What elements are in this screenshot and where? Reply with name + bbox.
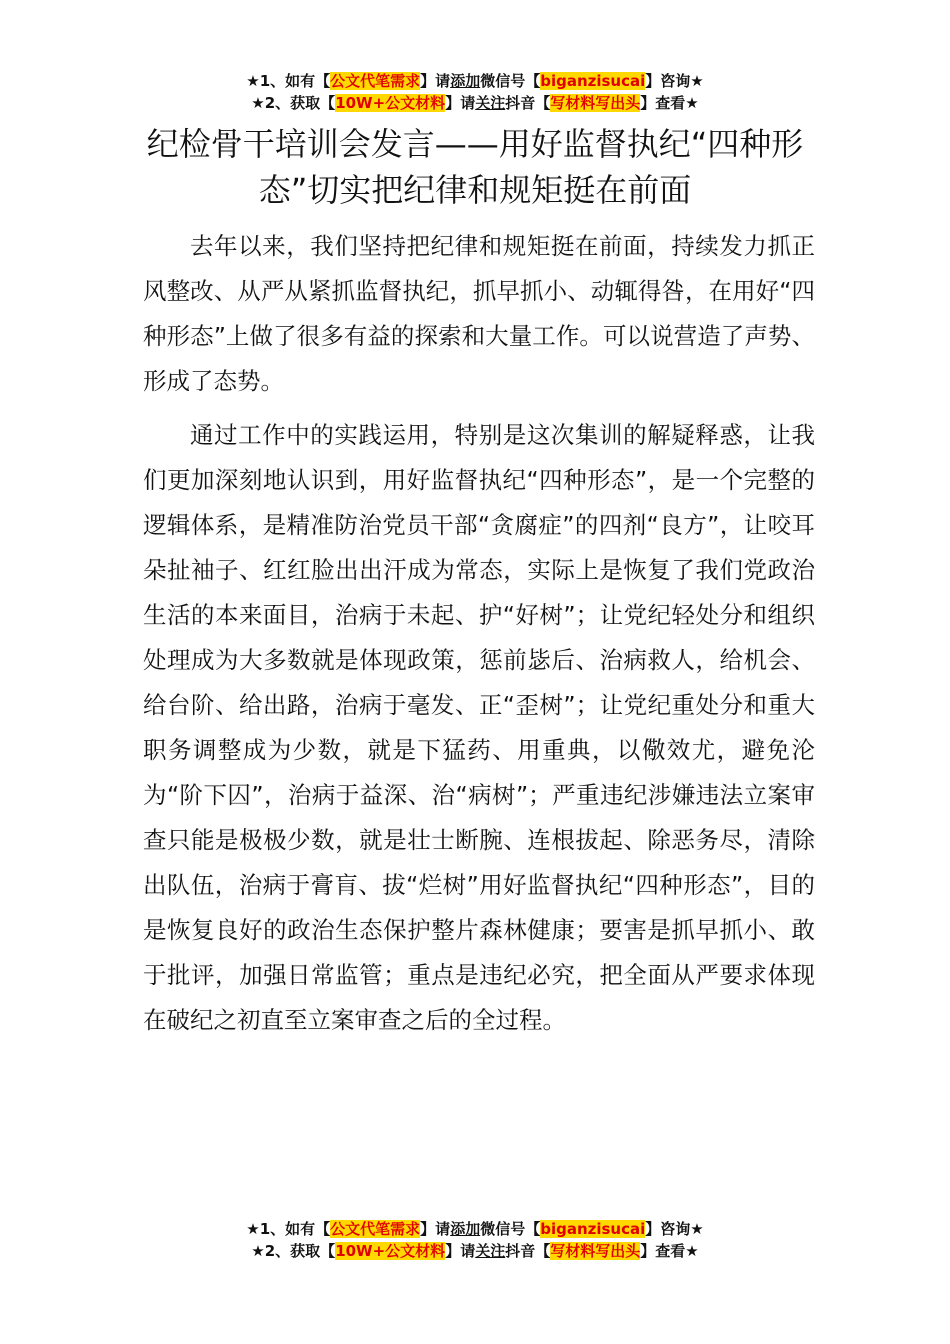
promo-wechat-id: biganzisucai [540, 1220, 646, 1238]
promo-text: 】咨询★ [645, 1220, 704, 1238]
promo-text: ★1、如有【 [246, 1220, 331, 1238]
paragraph-2: 通过工作中的实践运用，特别是这次集训的解疑释惑，让我们更加深刻地认识到，用好监督执纪“四种形态”，是一个完整的逻辑体系，是精准防治党员干部“贪腐症”的四剂“良方”，让咬耳朵扯袖子、红红脸出出汗成为常态，实际上是恢复了我们党政治生活的本来面目，治病于未起、护“好树”；让党纪轻处分和组织处理成为大多数就是体现政策，惩前毖后、治病救人，给机会、给台阶、给出路，治病于毫发、正“歪树”；让党纪重处分和重大职务调整成为少数，就是下猛药、用重典，以儆效尤，避免沦为“阶下囚”，治病于益深、治“病树”；严重违纪涉嫌违法立案审查只能是极极少数，就是壮士断腕、连根拔起、除恶务尽，清除出队伍，治病于膏肓、拔“烂树”用好监督执纪“四种形态”，目的是恢复良好的政治生态保护整片森林健康；要害是抓早抓小、敢于批评，加强日常监管；重点是违纪必究，把全面从严要求体现在破纪之初直至立案审查之后的全过程。 [143, 421, 815, 1034]
promo-text: 】请 [445, 1242, 476, 1260]
promo-line-1 [0, 1218, 950, 1240]
promo-underlined: 添加 [450, 1220, 481, 1238]
promo-highlight: 公文代笔需求 [330, 1220, 421, 1238]
promo-highlight: 10W+公文材料 [335, 94, 446, 112]
promo-text: 微信号【 [480, 1220, 541, 1238]
promo-line-1 [0, 70, 950, 92]
promo-text: 抖音【 [505, 1242, 551, 1260]
promo-text: 】咨询★ [645, 72, 704, 90]
document-body [143, 224, 815, 1043]
promo-underlined: 关注 [475, 1242, 506, 1260]
promo-account: 写材料写出头 [550, 94, 641, 112]
promo-text: ★1、如有【 [246, 72, 331, 90]
promo-text: 】查看★ [640, 1242, 699, 1260]
promo-account: 写材料写出头 [550, 1242, 641, 1260]
paragraph-1: 去年以来，我们坚持把纪律和规矩挺在前面，持续发力抓正风整改、从严从紧抓监督执纪，抓早抓小、动辄得咎，在用好“四种形态”上做了很多有益的探索和大量工作。可以说营造了声势、形成了态势。 [143, 232, 815, 395]
promo-underlined: 添加 [450, 72, 481, 90]
promo-underlined: 关注 [475, 94, 506, 112]
promo-text: ★2、获取【 [251, 1242, 336, 1260]
promo-text: 】请 [420, 1220, 451, 1238]
promo-text: 微信号【 [480, 72, 541, 90]
promo-text: 抖音【 [505, 94, 551, 112]
promo-banner-top [0, 70, 950, 114]
promo-text: 】查看★ [640, 94, 699, 112]
promo-line-2 [0, 92, 950, 114]
promo-banner-bottom [0, 1218, 950, 1262]
document-title: 纪检骨干培训会发言——用好监督执纪“四种形态”切实把纪律和规矩挺在前面 [146, 125, 804, 209]
promo-line-2 [0, 1240, 950, 1262]
promo-text: 】请 [420, 72, 451, 90]
promo-highlight: 10W+公文材料 [335, 1242, 446, 1260]
promo-text: ★2、获取【 [251, 94, 336, 112]
promo-wechat-id: biganzisucai [540, 72, 646, 90]
promo-text: 】请 [445, 94, 476, 112]
promo-highlight: 公文代笔需求 [330, 72, 421, 90]
